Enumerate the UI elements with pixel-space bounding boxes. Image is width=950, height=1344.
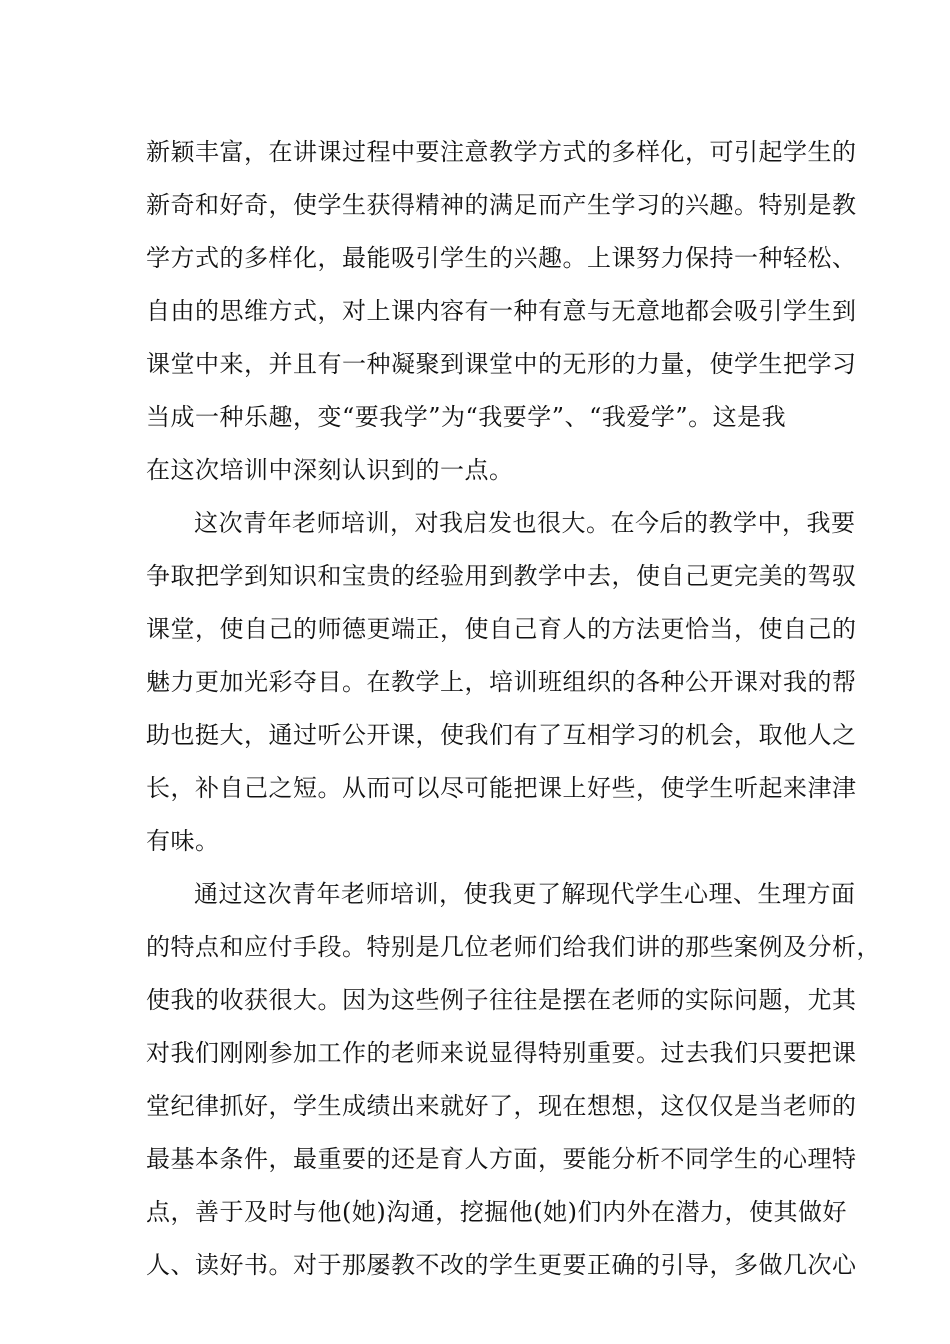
- text-line: 学方式的多样化，最能吸引学生的兴趣。上课努力保持一种轻松、: [146, 244, 857, 272]
- text-line: 长，补自己之短。从而可以尽可能把课上好些，使学生听起来津津: [146, 774, 857, 802]
- text-line: 新颖丰富，在讲课过程中要注意教学方式的多样化，可引起学生的: [146, 138, 857, 166]
- text-line: 人、读好书。对于那屡教不改的学生更要正确的引导，多做几次心: [146, 1251, 857, 1279]
- text-line: 争取把学到知识和宝贵的经验用到教学中去，使自己更完美的驾驭: [146, 562, 857, 590]
- text-line: 对我们刚刚参加工作的老师来说显得特别重要。过去我们只要把课: [146, 1039, 857, 1067]
- text-line: 新奇和好奇，使学生获得精神的满足而产生学习的兴趣。特别是教: [146, 191, 857, 219]
- paragraph-first-line: 通过这次青年老师培训，使我更了解现代学生心理、生理方面: [194, 880, 856, 908]
- paragraph-first-line: 这次青年老师培训，对我启发也很大。在今后的教学中，我要: [194, 509, 856, 537]
- body-text: [146, 126, 881, 1292]
- text-line: 课堂，使自己的师德更端正，使自己育人的方法更恰当，使自己的: [146, 615, 857, 643]
- text-line: 在这次培训中深刻认识到的一点。: [146, 456, 514, 484]
- text-line: 点，善于及时与他(她)沟通，挖掘他(她)们内外在潜力，使其做好: [146, 1198, 847, 1226]
- text-line: 课堂中来，并且有一种凝聚到课堂中的无形的力量，使学生把学习: [146, 350, 857, 378]
- text-line: 魅力更加光彩夺目。在教学上，培训班组织的各种公开课对我的帮: [146, 668, 857, 696]
- text-line: 使我的收获很大。因为这些例子往往是摆在老师的实际问题，尤其: [146, 986, 857, 1014]
- text-line: 的特点和应付手段。特别是几位老师们给我们讲的那些案例及分析，: [146, 933, 881, 961]
- text-line: 当成一种乐趣，变“要我学”为“我要学”、“我爱学”。这是我: [146, 403, 787, 431]
- text-line: 自由的思维方式，对上课内容有一种有意与无意地都会吸引学生到: [146, 297, 857, 325]
- text-line: 堂纪律抓好，学生成绩出来就好了，现在想想，这仅仅是当老师的: [146, 1092, 857, 1120]
- text-line: 助也挺大，通过听公开课，使我们有了互相学习的机会，取他人之: [146, 721, 857, 749]
- text-line: 最基本条件，最重要的还是育人方面，要能分析不同学生的心理特: [146, 1145, 857, 1173]
- text-line: 有味。: [146, 827, 220, 855]
